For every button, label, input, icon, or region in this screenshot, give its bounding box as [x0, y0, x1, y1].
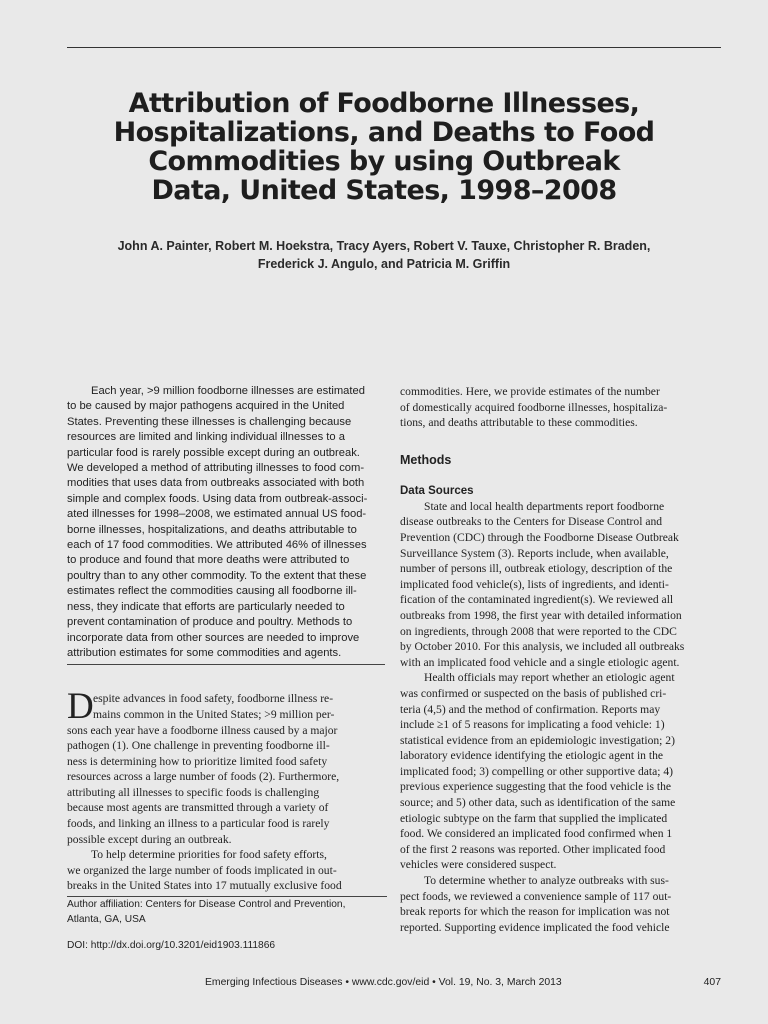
section-heading-methods: Methods	[400, 452, 452, 467]
author-line: John A. Painter, Robert M. Hoekstra, Tracy Ayers, Robert V. Tauxe, Christopher R. Braden,	[117, 239, 651, 253]
body-line: include ≥1 of 5 reasons for implicating a food vehicle: 1)	[400, 718, 665, 732]
body-line: was confirmed or suspected on the basis of published cri-	[400, 686, 667, 700]
affiliation-line: Author affiliation: Centers for Disease Control and Prevention,	[67, 899, 346, 911]
body-line: with an implicated food vehicle and a single etiologic agent.	[400, 655, 680, 669]
right-column	[400, 384, 720, 935]
abstract-line: particular food is rarely possible except during an outbreak.	[67, 446, 360, 459]
author-list	[60, 237, 708, 273]
body-line: we organized the large number of foods implicated in out-	[67, 863, 337, 877]
body-line: on ingredients, through 2008 that were reported to the CDC	[400, 624, 677, 638]
abstract-line: simple and complex foods. Using data from outbreak-associ-	[67, 492, 368, 505]
body-line: because most agents are transmitted through a variety of	[67, 801, 329, 815]
abstract-line: resources are limited and linking individual illnesses to a	[67, 431, 345, 444]
body-line: number of persons ill, outbreak etiology, description of the	[400, 562, 673, 576]
body-line: fication of the contaminated ingredient(s). We reviewed all	[400, 593, 674, 607]
affiliation-line: Atlanta, GA, USA	[67, 914, 146, 926]
introduction	[67, 686, 385, 894]
doi-text: DOI: http://dx.doi.org/10.3201/eid1903.111866	[67, 940, 276, 952]
header-rule	[67, 47, 721, 48]
drop-cap: D	[67, 686, 94, 728]
body-line: To help determine priorities for food safety efforts,	[91, 848, 327, 862]
body-line: tions, and deaths attributable to these commodities.	[400, 416, 638, 430]
abstract-line: to produce and found that more deaths were attributed to	[67, 554, 350, 567]
body-line: espite advances in food safety, foodborne illness re-	[93, 692, 334, 706]
abstract-divider	[67, 664, 385, 665]
body-line: source; and 5) other data, such as identification of the same	[400, 796, 676, 810]
body-line: To determine whether to analyze outbreaks with sus-	[424, 874, 669, 888]
body-line: vehicles were considered suspect.	[400, 858, 557, 872]
page-number: 407	[703, 977, 721, 988]
body-line: laboratory evidence identifying the etiologic agent in the	[400, 749, 664, 763]
body-line: reported. Supporting evidence implicated the food vehicle	[400, 920, 670, 934]
body-line: State and local health departments report foodborne	[424, 499, 665, 513]
body-line: food. We considered an implicated food confirmed when 1	[400, 827, 673, 841]
title-line: Data, United States, 1998–2008	[151, 175, 617, 206]
title-line: Attribution of Foodborne Illnesses,	[128, 88, 640, 119]
body-line: break reports for which the reason for implication was not	[400, 905, 670, 919]
abstract-line: incorporate data from other sources are needed to improve	[67, 631, 360, 644]
title-line: Hospitalizations, and Deaths to Food	[113, 117, 655, 148]
body-line: implicated food; 3) compelling or other supportive data; 4)	[400, 764, 674, 778]
journal-citation: Emerging Infectious Diseases • www.cdc.gov/eid • Vol. 19, No. 3, March 2013	[205, 977, 562, 988]
body-line: pect foods, we reviewed a convenience sample of 117 out-	[400, 889, 672, 903]
body-line: Surveillance System (3). Reports include, when available,	[400, 546, 669, 560]
footnote	[67, 897, 385, 953]
body-line: pathogen (1). One challenge in preventing foodborne ill-	[67, 739, 330, 753]
body-line: breaks in the United States into 17 mutually exclusive food	[67, 879, 342, 893]
body-line: disease outbreaks to the Centers for Disease Control and	[400, 515, 663, 529]
abstract-line: ated illnesses for 1998–2008, we estimated annual US food-	[67, 508, 367, 521]
title-line: Commodities by using Outbreak	[148, 146, 620, 177]
author-line: Frederick J. Angulo, and Patricia M. Griffin	[257, 257, 511, 271]
article-title	[40, 89, 728, 205]
body-line: outbreaks from 1998, the first year with detailed information	[400, 608, 682, 622]
body-line: mains common in the United States; >9 million per-	[93, 707, 335, 721]
abstract-line: estimates reflect the commodities causing all foodborne ill-	[67, 585, 357, 598]
subheading-data-sources: Data Sources	[400, 484, 474, 497]
body-line: foods, and linking an illness to a particular food is rarely	[67, 817, 330, 831]
body-line: attributing all illnesses to specific foods is challenging	[67, 785, 320, 799]
left-column	[67, 384, 385, 953]
abstract-line: attribution estimates for some commodities and agents.	[67, 646, 342, 659]
body-line: resources across a large number of foods (2). Furthermore,	[67, 770, 340, 784]
abstract-line: poultry than to any other commodity. To the extent that these	[67, 569, 367, 582]
body-line: Prevention (CDC) through the Foodborne Disease Outbreak	[400, 530, 679, 544]
abstract-line: borne illnesses, hospitalizations, and deaths attributable to	[67, 523, 357, 536]
abstract-line: prevent contamination of produce and poultry. Methods to	[67, 616, 353, 629]
body-line: commodities. Here, we provide estimates of the number	[400, 385, 660, 398]
body-line: possible except during an outbreak.	[67, 832, 232, 846]
abstract-line: each of 17 food commodities. We attributed 46% of illnesses	[67, 539, 367, 552]
abstract-line: ness, they indicate that efforts are particularly needed to	[67, 600, 345, 613]
body-line: Health officials may report whether an etiologic agent	[424, 671, 675, 685]
abstract-line: modities that uses data from outbreaks associated with both	[67, 477, 365, 490]
body-line: of domestically acquired foodborne illnesses, hospitaliza-	[400, 400, 668, 414]
body-line: previous experience suggesting that the food vehicle is the	[400, 780, 672, 794]
body-line: of the first 2 reasons was reported. Other implicated food	[400, 842, 666, 856]
body-line: implicated food vehicle(s), lists of ingredients, and identi-	[400, 577, 669, 591]
body-line: statistical evidence from an epidemiologic investigation; 2)	[400, 733, 675, 747]
body-line: etiologic subtype on the farm that supplied the implicated	[400, 811, 668, 825]
abstract-line: Each year, >9 million foodborne illnesses are estimated	[91, 385, 365, 397]
abstract-line: to be caused by major pathogens acquired in the United	[67, 400, 345, 413]
abstract-line: States. Preventing these illnesses is challenging because	[67, 415, 352, 428]
abstract	[67, 384, 385, 661]
body-line: by October 2010. For this analysis, we included all outbreaks	[400, 640, 685, 654]
abstract-line: We developed a method of attributing illnesses to food com-	[67, 462, 365, 475]
body-line: teria (4,5) and the method of confirmation. Reports may	[400, 702, 661, 716]
body-line: sons each year have a foodborne illness caused by a major	[67, 723, 338, 737]
body-line: ness is determining how to prioritize limited food safety	[67, 754, 328, 768]
